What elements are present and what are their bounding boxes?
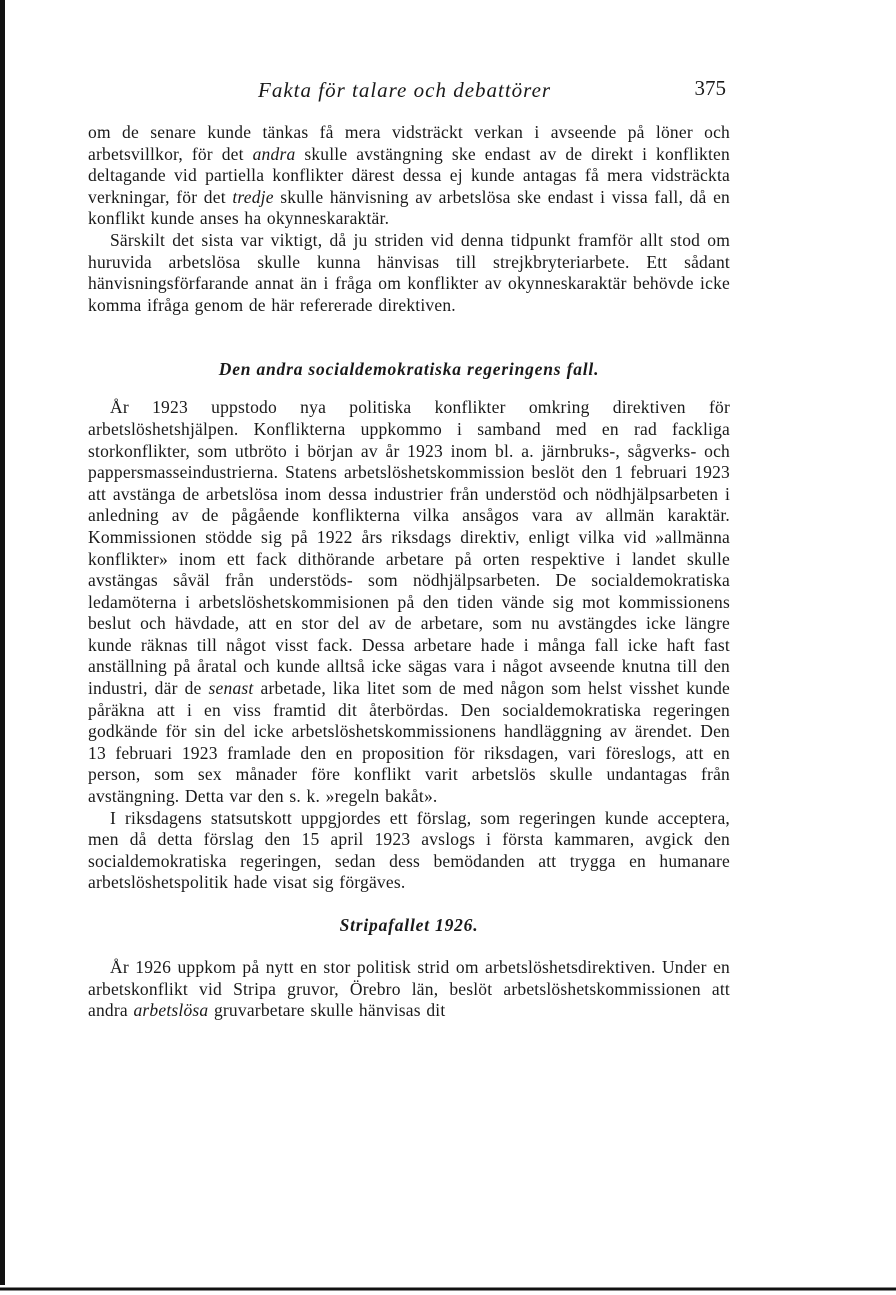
emphasis: andra — [252, 143, 296, 164]
section-body — [88, 397, 730, 894]
section-heading: Den andra socialdemokratiska regeringens fall. — [218, 359, 600, 380]
running-head — [88, 74, 730, 108]
paragraph: Särskilt det sista var viktigt, då ju striden vid denna tidpunkt framför allt stod om huruvida arbetslösa skulle kunna hänvisas till strejkbryteriarbete. Ett sådant hänvisningsförfarande annat än i fråga om konflikter av okynneskaraktär behövde icke komma ifråga genom de här refererade direktiven. — [88, 229, 730, 315]
emphasis: arbetslösa — [133, 1000, 209, 1021]
paragraph: År 1926 uppkom på nytt en stor politisk strid om arbetslöshetsdirektiven. Under en arbetskonflikt vid Stripa gruvor, Örebro län, beslöt arbetslöshetskommissionen att andra arbetslösa gruvarbetare skulle hänvisas dit — [88, 957, 730, 1021]
paragraph: om de senare kunde tänkas få mera vidsträckt verkan i avseende på löner och arbetsvillkor, för det andra skulle avstängning ske endast av de direkt i konflikten deltagande vid partiella konflikter därest dessa ej kunde antagas få mera vidsträckta verkningar, för det tredje skulle hänvisning av arbetslösa ske endast i vissa fall, då en konflikt kunde anses ha okynneskaraktär. — [88, 122, 730, 229]
paragraph: År 1923 uppstodo nya politiska konflikter omkring direktiven för arbetslöshetshjälpen. Konflikterna uppkommo i samband med en rad fackliga storkonflikter, som utbröto i början av år 1923 inom bl. a. järnbruks-, sågverks- och pappersmasseindustrierna. Statens arbetslöshetskommission beslöt den 1 februari 1923 att avstänga de arbetslösa inom dessa industrier från understöd och nödhjälpsarbeten i anledning av de pågående konflikterna vilka ansågos vara av allmän karaktär. Kommissionen stödde sig på 1922 års riksdags direktiv, enligt vilka vid »allmänna konflikter» inom ett fack dithörande arbetare på orten respektive i landet skulle avstängas såväl från understöds- som nödhjälpsarbeten. De socialdemokratiska ledamöterna i arbetslöshetskommisionen på den tiden vände sig mot kommissionens beslut och hävdade, att en stor del av de arbetare, som nu avstängdes icke längre kunde räknas till något visst fack. Dessa arbetare hade i många fall icke haft fast anställning på åratal och kunde alltså icke sägas vara i något avseende knutna till den industri, där de senast arbetade, lika litet som de med någon som helst visshet kunde påräkna att i en viss framtid dit återbördas. Den socialdemokratiska regeringen godkände för sin del icke arbetslöshetskommissionens handläggning av ärendet. Den 13 februari 1923 framlade den en proposition för riksdagen, vari föreslogs, att en person, som sex månader före konflikt varit arbetslös skulle undantagas från avstängning. Detta var den s. k. »regeln bakåt». — [88, 397, 730, 807]
book-page — [88, 74, 730, 1022]
emphasis: tredje — [232, 186, 274, 207]
section-heading: Stripafallet 1926. — [339, 915, 479, 935]
paragraph: I riksdagens statsutskott uppgjordes ett förslag, som regeringen kunde acceptera, men då detta förslag den 15 april 1923 avslogs i första kammaren, avgick den socialdemokratiska regeringen, sedan dess bemödanden att trygga en humanare arbetslöshetspolitik hade visat sig förgäves. — [88, 807, 730, 893]
scan-edge — [0, 0, 5, 1295]
running-title: Fakta för talare och debattörer — [258, 78, 552, 102]
section-body — [88, 957, 730, 1022]
page-number: 375 — [694, 76, 726, 100]
intro-text — [88, 122, 730, 316]
emphasis: senast — [208, 678, 254, 699]
scan-edge — [0, 1285, 896, 1295]
